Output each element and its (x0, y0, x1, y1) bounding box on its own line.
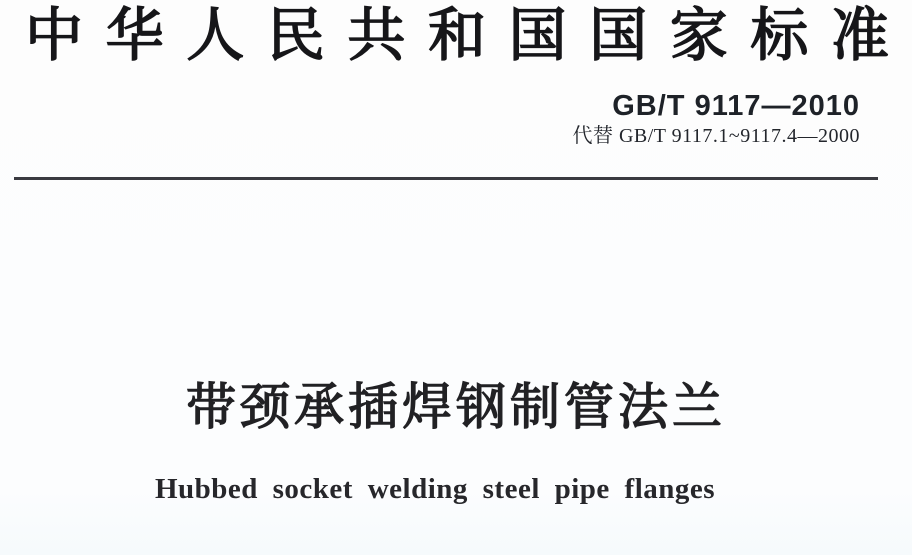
document-title-chinese: 带颈承插焊钢制管法兰 (186, 379, 726, 435)
standard-code-block (572, 92, 860, 147)
document-title-english: Hubbed socket welding steel pipe flanges (154, 473, 716, 505)
replaces-note: 代替 GB/T 9117.1~9117.4—2000 (572, 125, 860, 147)
header-divider-rule (14, 177, 878, 180)
standard-code: GB/T 9117—2010 (612, 90, 860, 122)
national-standard-heading: 中华人民共和国国家标准 (25, 3, 889, 68)
